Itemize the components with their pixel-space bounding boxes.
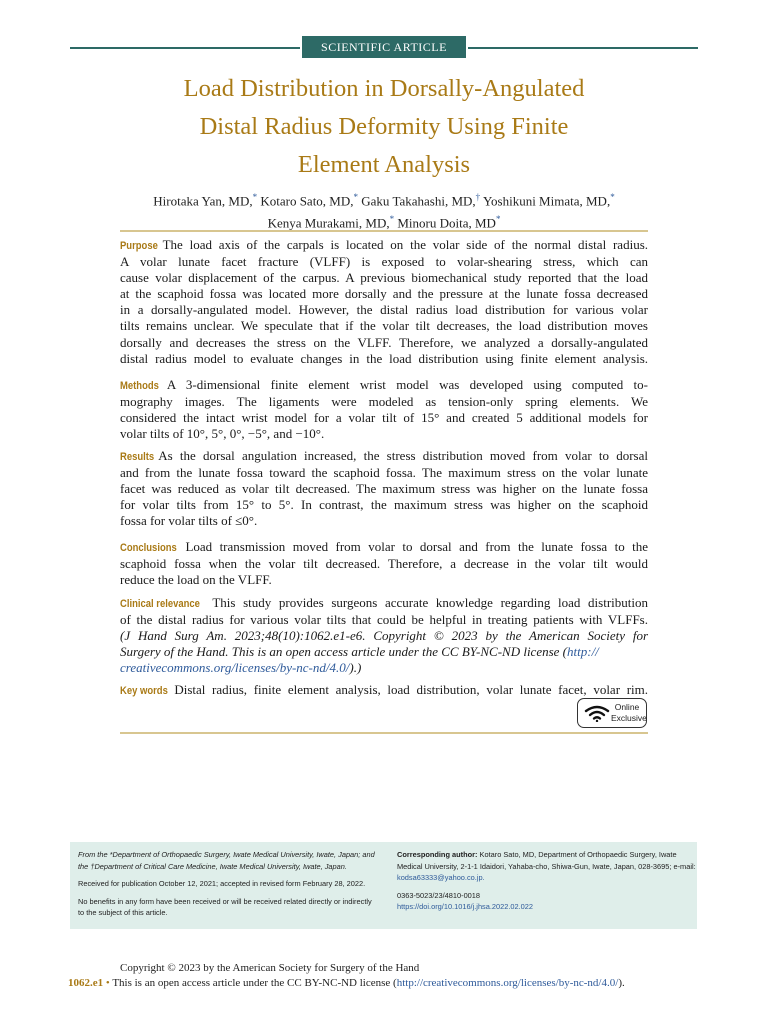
methods-label: Methods [120, 380, 159, 392]
affiliation-link[interactable]: † [475, 192, 481, 202]
author-name: Kenya Murakami, MD, [267, 215, 390, 231]
affiliation-link[interactable]: * [389, 214, 395, 225]
benefits-line: No benefits in any form have been received or will be received related directly or indirectly [78, 896, 372, 906]
license-link[interactable]: http:// [567, 644, 599, 660]
footnote-left [78, 849, 375, 919]
affiliation-link[interactable]: * [252, 192, 258, 202]
title-line: Distal Radius Deformity Using Finite [199, 113, 569, 140]
benefits-line: to the subject of this article. [78, 908, 168, 917]
license-line: 1062.e1 • This is an open access article under the CC BY-NC-ND license (http://creativecommons.org/licenses/by-nc-nd/4.0/). [68, 977, 625, 989]
conclusions-label: Conclusions [120, 542, 177, 554]
article-title [80, 70, 688, 184]
license-link[interactable]: creativecommons.org/licenses/by-nc-nd/4.0/ [120, 660, 350, 676]
author-name: Minoru Doita, MD [397, 215, 496, 231]
keywords-text: Distal radius, finite element analysis, load distribution, volar lunate facet, volar rim. [174, 682, 648, 697]
header-rule-left [70, 47, 300, 49]
footnote-right: Corresponding author: Kotaro Sato, MD, Department of Orthopaedic Surgery, Iwate Medical University, 2-1-1 Idaidori, Yahaba-cho, Shiwa-Gun, Iwate, Japan, 028-3695; e-mail: kodsa63333@yahoo.co.jp. 0363-5023/23/4810-0018 https://doi.org/10.1016/j.jhsa.2022.02.022 [397, 850, 696, 911]
badge-line-2: Exclusive [611, 713, 647, 723]
page-number: 1062.e1 [68, 977, 104, 989]
abstract-purpose: Purpose The load axis of the carpals is located on the volar side of the normal distal radius. A volar lunate facet fracture (VLFF) is exposed to volar-shearing stress, which can cause volar displacement of the carpus. A previous biomechanical study reported that the load at the scaphoid fossa was located more dorsally and the pressure at the lunate fossa decreased in a dorsally-angulated model. However, the distal radius load distribution for various volar tilts remains unclear. We speculate that if the volar tilt decreases, the load distribution moves dorsally and decreases the stress on the VLFF. Therefore, we analyzed a dorsally-angulated distal radius model to evaluate changes in the load distribution using finite element analysis. [120, 237, 649, 366]
abstract-keywords [120, 682, 648, 699]
received-line: Received for publication October 12, 2021; accepted in revised form February 28, 2022. [78, 879, 366, 888]
author-list [60, 188, 708, 233]
doi-link[interactable]: https://doi.org/10.1016/j.jhsa.2022.02.022 [397, 902, 534, 911]
author-name: Kotaro Sato, MD, [260, 193, 354, 209]
abstract-clinical-relevance: Clinical relevance This study provides surgeons accurate knowledge regarding load distribution of the distal radius for various volar tilts that could be helpful in treating patients with VLFFs. (J Hand Surg Am. 2023;48(10):1062.e1-e6. Copyright © 2023 by the American Society for Surgery of the Hand. This is an open access article under the CC BY-NC-ND license (http:// creativecommons.org/licenses/by-nc-nd/4.0/).) [120, 595, 648, 676]
clinical-relevance-label: Clinical relevance [120, 598, 200, 610]
copyright-line: Copyright © 2023 by the American Society for Surgery of the Hand [120, 962, 420, 974]
online-exclusive-badge [577, 698, 647, 728]
purpose-label: Purpose [120, 240, 158, 252]
affiliation-link[interactable]: * [610, 192, 615, 202]
badge-line-1: Online [614, 702, 640, 712]
abstract-results: Results As the dorsal angulation increased, the stress distribution moved from volar to dorsal and from the lunate fossa toward the scaphoid fossa. The maximum stress on the volar lunate facet was reduced as volar tilt decreased. The maximum stress was higher on the lunate fossa for volar tilts from 15° to 5°. In contrast, the maximum stress was higher on the scaphoid fossa for volar tilts of ≤0°. [120, 448, 648, 529]
author-name: Yoshikuni Mimata, MD, [482, 193, 611, 209]
results-label: Results [120, 451, 155, 463]
affiliation-line: From the *Department of Orthopaedic Surgery, Iwate Medical University, Iwate, Japan; and [78, 850, 375, 859]
citation: (J Hand Surg Am. 2023;48(10):1062.e1-e6. Copyright © 2023 by the American Society for [120, 628, 648, 644]
issn: 0363-5023/23/4810-0018 [397, 890, 481, 900]
footer-license-link[interactable]: http://creativecommons.org/licenses/by-nc-nd/4.0/ [396, 977, 619, 989]
keywords-label: Key words [120, 685, 168, 697]
header-rule-right [468, 47, 698, 49]
title-line: Load Distribution in Dorsally-Angulated [183, 75, 585, 102]
title-line: Element Analysis [297, 151, 471, 178]
abstract-conclusions: Conclusions Load transmission moved from volar to dorsal and from the lunate fossa to the scaphoid fossa when the volar tilt decreased. Therefore, a decrease in the volar tilt would reduce the load on the VLFF. [120, 539, 648, 588]
corresponding-author-label: Corresponding author: [397, 850, 478, 859]
section-tag: SCIENTIFIC ARTICLE [302, 36, 466, 58]
abstract-methods: Methods A 3-dimensional finite element wrist model was developed using computed to- mography images. The ligaments were modeled as tension-only spring elements. We considered the intact wrist model for a volar tilt of 15° and created 5 additional models for volar tilts of 10°, 5°, 0°, −5°, and −10°. [120, 377, 648, 442]
author-name: Gaku Takahashi, MD, [361, 193, 476, 209]
affiliation-link[interactable]: * [353, 192, 359, 202]
wifi-icon [584, 704, 610, 722]
email-link[interactable]: kodsa63333@yahoo.co.jp. [397, 873, 485, 882]
affiliation-link[interactable]: * [495, 214, 501, 225]
author-name: Hirotaka Yan, MD, [153, 193, 253, 209]
affiliation-line: the †Department of Critical Care Medicine, Iwate Medical University, Iwate, Japan. [78, 861, 347, 871]
